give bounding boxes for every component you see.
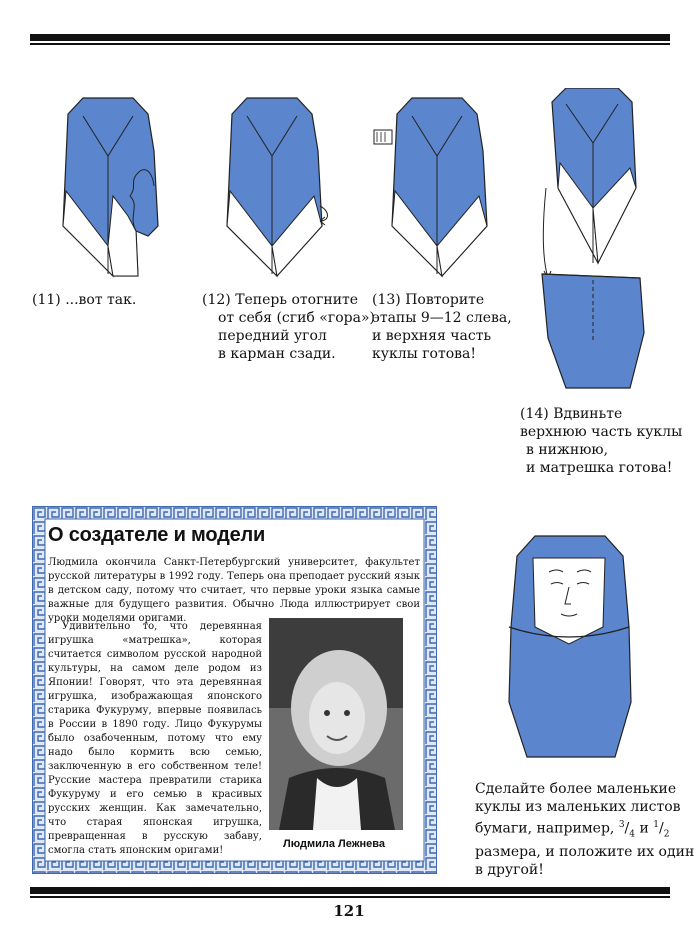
caption-line: передний угол [218,328,327,344]
caption-text: и [639,820,649,837]
step-11-caption [32,291,136,309]
caption-line: в нижнюю, [526,442,609,458]
top-rule [30,34,670,41]
fraction-denominator: 2 [663,829,670,840]
fraction-denominator: 4 [629,829,635,840]
final-caption [475,780,694,879]
caption-line: в другой! [475,862,544,879]
caption-line: куклы из маленьких листов [475,799,681,815]
caption-line: и матрешка готова! [526,460,673,476]
step-12-figure [222,96,337,281]
caption-line: куклы готова! [372,346,477,362]
caption-line-fractions: бумаги, например, $^3/_4$ и $^1/_2$ [475,820,670,840]
intro-paragraph: Людмила окончила Санкт-Петербургский университет, факультет русской литературы в 1992 году. Теперь она преподает русский язык в детском саду, потому что считает, что первые уроки языка самые важные для будущего развития. Обычно Люда иллюстрирует свои уроки моделями оригами. [48,557,420,624]
caption-line: в карман сзади. [218,346,336,362]
bottom-rule [30,887,670,894]
bottom-rule-thin [30,896,670,898]
step-13-caption [372,291,512,363]
caption-line: и верхняя часть [372,328,492,344]
step-13-figure [372,96,497,281]
box-title: О создателе и модели [48,524,266,546]
caption-line: (12) Теперь отогните [202,292,359,308]
caption-line: от себя (сгиб «гора») [218,310,375,326]
box-intro-text [48,556,420,626]
step-14-caption [520,405,682,477]
page-number: 121 [333,902,365,920]
step-14-figure [538,88,653,398]
top-rule-thin [30,43,670,45]
caption-line: (11) ...вот так. [32,292,137,308]
fraction-numerator: 3 [618,820,625,830]
box-body-text [48,620,262,858]
pointing-hand-icon [374,130,392,144]
caption-line: Сделайте более маленькие [475,781,677,797]
photo-caption: Людмила Лежнева [283,838,385,850]
caption-line: (13) Повторите [372,292,485,308]
fraction-numerator: 1 [653,820,659,830]
author-photo [269,618,403,830]
caption-line: верхнюю часть куклы [520,424,683,440]
caption-text: бумаги, например, [475,820,615,837]
caption-line: этапы 9—12 слева, [372,310,512,326]
finished-doll-figure [505,532,635,762]
step-11-figure [58,96,168,281]
caption-line: (14) Вдвиньте [520,406,623,422]
caption-line: размера, и положите их один [475,844,695,861]
step-12-caption [202,291,375,363]
body-paragraph: Удивительно то, что деревянная игрушка «матрешка», которая считается символом русской народной культуры, на самом деле родом из Японии! Говорят, что эта деревянная игрушка, изображающая японского старика Фукуруму, впервые появилась в России в 1890 году. Лицо Фукурумы было озабоченным, потому что ему надо было кормить всю семью, заключенную в его собственном теле! Русские мастера превратили старика Фукуруму и его семью в красивых русских женщин. Как замечательно, что старая японская игрушка, превращенная в русскую забаву, смогла стать японским оригами! [48,621,262,856]
